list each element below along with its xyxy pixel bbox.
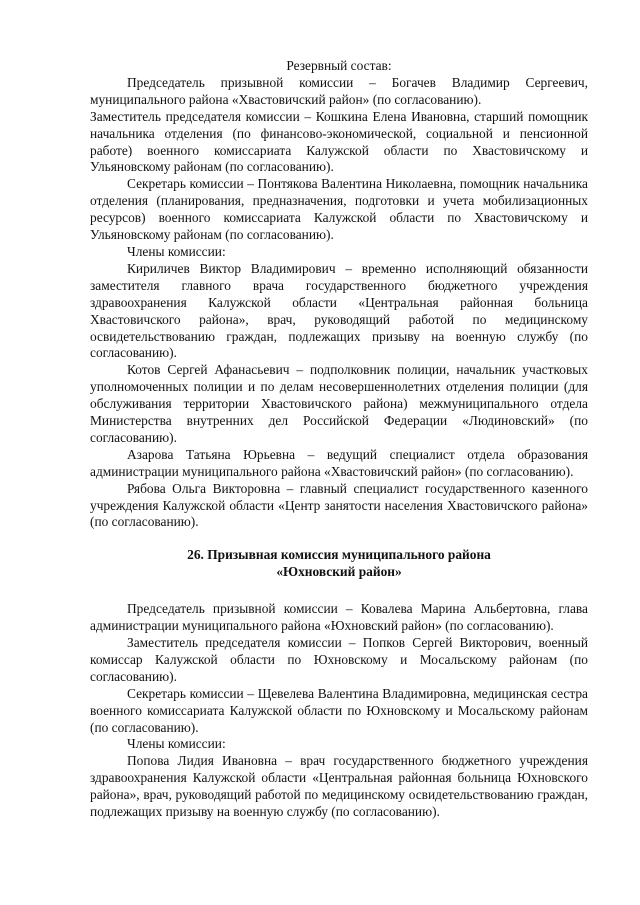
reserve-title: Резервный состав: [286,58,392,73]
document-body [90,58,588,821]
reserve-member: Котов Сергей Афанасьевич – подполковник полиции, начальник участковых уполномоченных полиции и по делам несовершеннолетних отделения полиции (для обслуживания территории Хвастовичского района) межмуниципального отдела Министерства внутренних дел Российской Федерации «Людиновский» (по согласованию). [90,362,588,445]
reserve-member: Кириличев Виктор Владимирович – временно исполняющий обязанности заместителя главного врача государственного бюджетного учреждения здравоохранения Калужской области «Центральная районная больница Хвастовичского района», врач, руководящий работой по медицинскому освидетельствованию граждан, подлежащих призыву на военную службу (по согласованию). [90,260,588,361]
reserve-secretary: Секретарь комиссии – Понтякова Валентина Николаевна, помощник начальника отделения (планирования, предназначения, подготовки и учета мобилизационных ресурсов) военного комиссариата Калужской области по Хвастовичскому и Ульяновскому районам (по согласованию). [90,176,588,243]
section-members-label: Члены комиссии: [127,736,226,752]
section-heading-line1: 26. Призывная комиссия муниципального района [187,547,491,563]
section-secretary: Секретарь комиссии – Щевелева Валентина Владимировна, медицинская сестра военного комиссариата Калужской области по Юхновскому и Мосальскому районам (по согласованию). [90,685,588,735]
reserve-chairman: Председатель призывной комиссии – Богачев Владимир Сергеевич, муниципального района «Хвастовичский район» (по согласованию). [90,74,588,107]
reserve-members-label: Члены комиссии: [127,243,226,259]
section-chairman: Председатель призывной комиссии – Ковалева Марина Альбертовна, глава администрации муниципального района «Юхновский район» (по согласованию). [90,601,588,634]
section-deputy: Заместитель председателя комиссии – Попков Сергей Викторович, военный комиссар Калужской области по Юхновскому и Мосальскому районам (по согласованию). [90,635,588,684]
section-member: Попова Лидия Ивановна – врач государственного бюджетного учреждения здравоохранения Калужской области «Центральная районная больница Юхновского района», врач, руководящий работой по медицинскому освидетельствованию граждан, подлежащих призыву на военную службу (по согласованию). [90,753,588,820]
section-heading [90,547,588,581]
reserve-member: Рябова Ольга Викторовна – главный специалист государственного казенного учреждения Калужской области «Центр занятости населения Хвастовичского района» (по согласованию). [90,480,588,530]
reserve-deputy: Заместитель председателя комиссии – Кошкина Елена Ивановна, старший помощник начальника отделения (по финансово-экономической, социальной и пенсионной работе) военного комиссариата Калужской области по Хвастовичскому и Ульяновскому районам (по согласованию). [90,108,588,175]
section-heading-line2: «Юхновский район» [276,564,402,580]
reserve-member: Азарова Татьяна Юрьевна – ведущий специалист отдела образования администрации муниципального района «Хвастовичский район» (по согласованию). [90,446,588,479]
